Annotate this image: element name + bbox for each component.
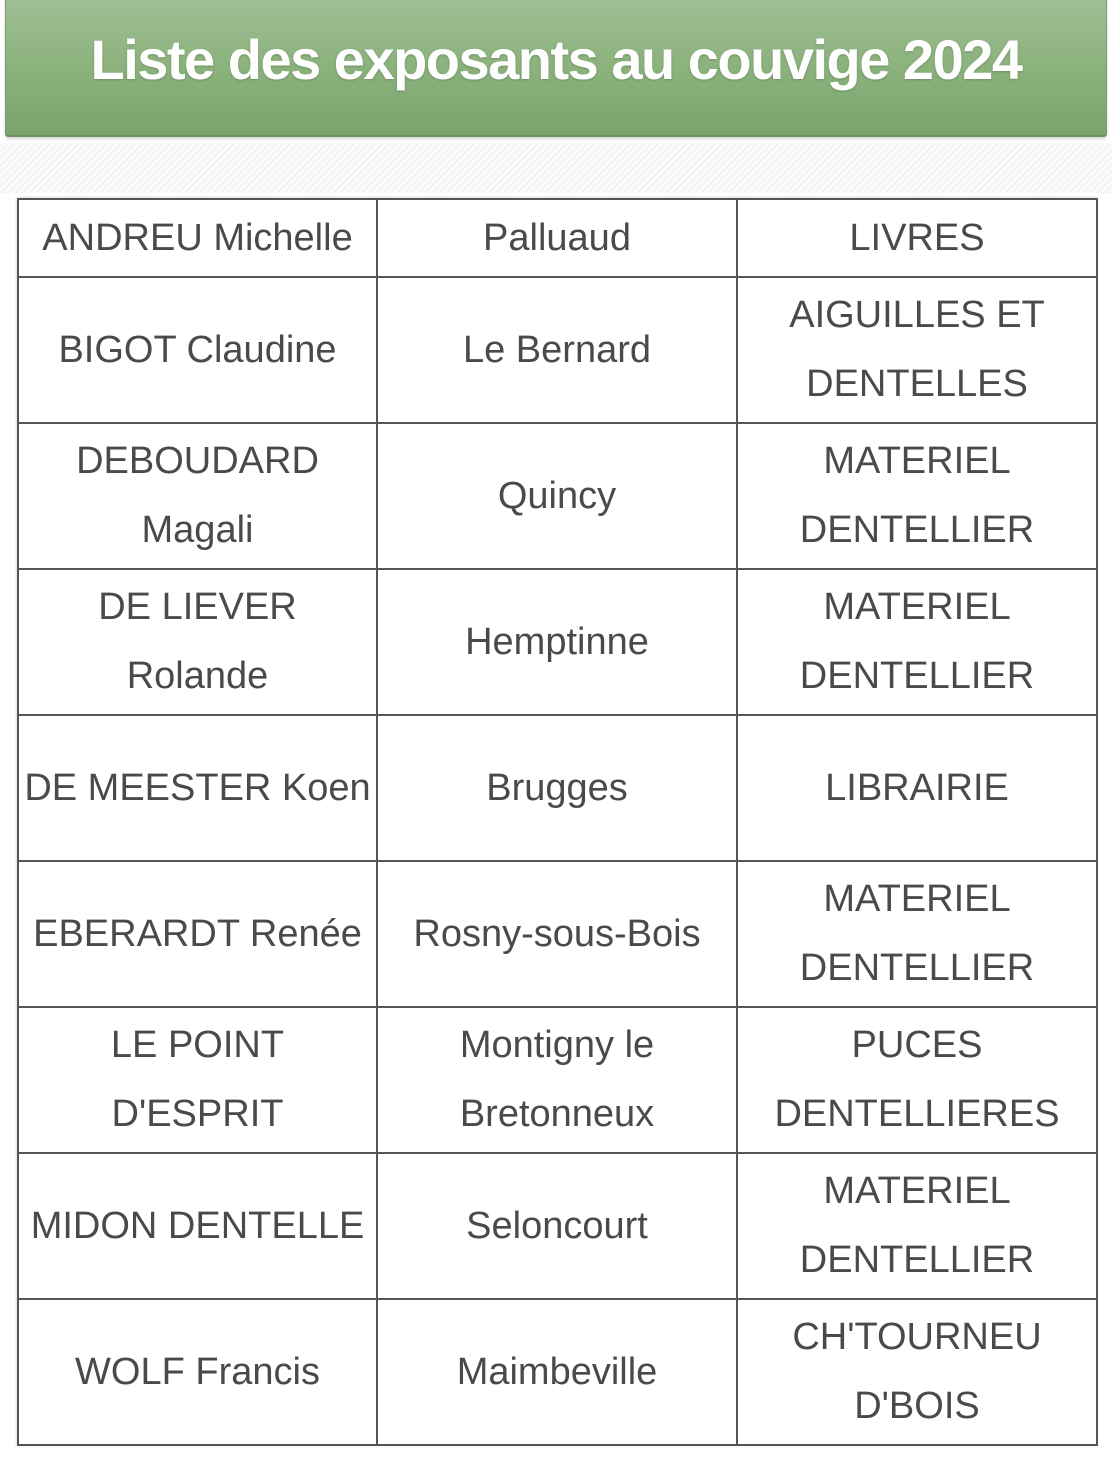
exhibitor-name: DEBOUDARD Magali [18,423,377,569]
exhibitor-name: DE LIEVER Rolande [18,569,377,715]
table-row [18,1299,1097,1445]
exhibitor-category: MATERIEL DENTELLIER [737,423,1097,569]
table-row [18,1153,1097,1299]
exhibitor-category: MATERIEL DENTELLIER [737,1153,1097,1299]
exhibitor-category: MATERIEL DENTELLIER [737,569,1097,715]
exhibitor-category: CH'TOURNEU D'BOIS [737,1299,1097,1445]
exhibitor-city: Maimbeville [377,1299,737,1445]
table-row [18,715,1097,861]
table-row [18,423,1097,569]
exhibitor-name: BIGOT Claudine [18,277,377,423]
exhibitor-city: Seloncourt [377,1153,737,1299]
exhibitors-table [17,198,1098,1446]
exhibitor-city: Montigny le Bretonneux [377,1007,737,1153]
page-title: Liste des exposants au couvige 2024 [90,28,1022,91]
exhibitor-category: PUCES DENTELLIERES [737,1007,1097,1153]
exhibitor-city: Brugges [377,715,737,861]
exhibitor-city: Hemptinne [377,569,737,715]
exhibitor-city: Palluaud [377,199,737,277]
table-row [18,569,1097,715]
header-banner [5,0,1107,137]
exhibitor-category: MATERIEL DENTELLIER [737,861,1097,1007]
exhibitor-category: AIGUILLES ET DENTELLES [737,277,1097,423]
table-row [18,1007,1097,1153]
table-row [18,277,1097,423]
exhibitor-name: MIDON DENTELLE [18,1153,377,1299]
exhibitor-city: Rosny-sous-Bois [377,861,737,1007]
exhibitor-category: LIVRES [737,199,1097,277]
table-row [18,861,1097,1007]
decorative-stripe [0,143,1112,193]
table-row [18,199,1097,277]
exhibitor-name: WOLF Francis [18,1299,377,1445]
exhibitor-name: LE POINT D'ESPRIT [18,1007,377,1153]
exhibitor-name: EBERARDT Renée [18,861,377,1007]
exhibitor-city: Quincy [377,423,737,569]
exhibitor-city: Le Bernard [377,277,737,423]
exhibitors-table-container [17,198,1096,1445]
exhibitor-category: LIBRAIRIE [737,715,1097,861]
exhibitor-name: ANDREU Michelle [18,199,377,277]
exhibitor-name: DE MEESTER Koen [18,715,377,861]
